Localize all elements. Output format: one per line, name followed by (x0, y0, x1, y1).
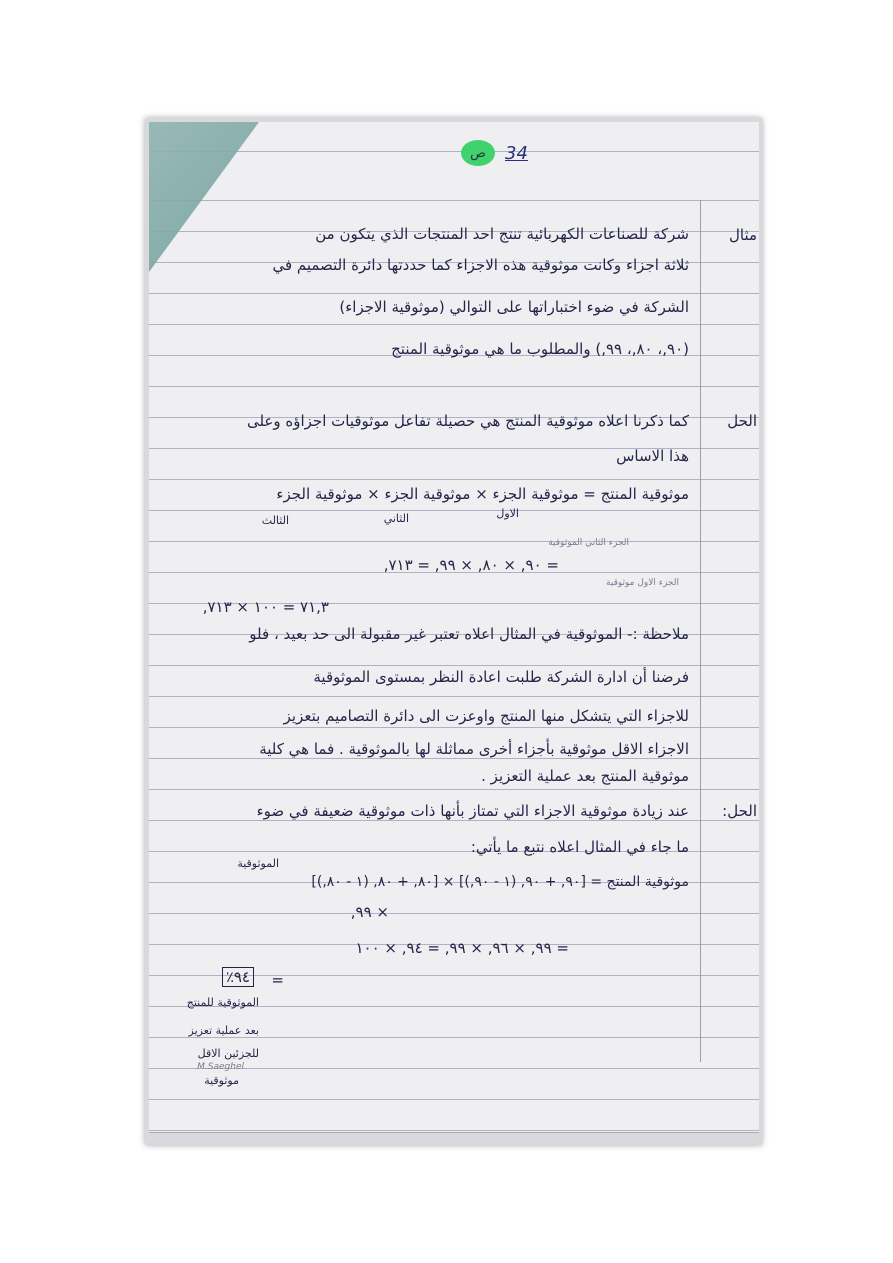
solution1-line-1: كما ذكرنا اعلاه موثوقية المنتج هي حصيلة تفاعل موثوقيات اجزاؤه وعلى (246, 412, 689, 430)
solution1-formula: موثوقية المنتج = موثوقية الجزء × موثوقية الجزء × موثوقية الجزء (276, 485, 689, 503)
signature: M.Saeghel (197, 1062, 244, 1072)
annotation-side: الجزء الاول موثوقية (606, 578, 679, 588)
label-example: مثال (728, 226, 757, 244)
solution2-formula: موثوقية المنتج = [٩٠, + ٩٠, (١ - ٩٠,)] × [٨٠, + ٨٠, (١ - ٨٠,)] (311, 874, 689, 890)
formula-sub-third: الثالث (261, 514, 289, 527)
result-box: ٩٤٪ (222, 967, 254, 987)
problem-line-2: ثلاثة اجزاء وكانت موثوقية هذه الاجزاء كما حددتها دائرة التصميم في (272, 256, 689, 274)
background-corner (149, 122, 259, 272)
page-marker: ص (461, 140, 495, 166)
solution1-line-2: هذا الاساس (616, 447, 689, 465)
note-line-5: موثوقية المنتج بعد عملية التعزيز . (481, 767, 689, 785)
label-solution-2: الحل: (722, 802, 757, 820)
solution2-result-eq: = (271, 971, 284, 989)
document-photo (145, 118, 762, 1145)
solution1-calc: = ٩٠, × ٨٠, × ٩٩, = ٧١٣, (383, 556, 559, 574)
conclusion-line-1: الموثوقية للمنتج (186, 996, 259, 1009)
solution2-result (222, 968, 254, 986)
solution2-line-2: ما جاء في المثال اعلاه نتبع ما يأتي: (470, 838, 689, 856)
solution1-percent: ٧١,٣ = ١٠٠ × ٧١٣, (202, 598, 329, 616)
page-number (461, 140, 528, 166)
solution2-calc: = ٩٩, × ٩٦, × ٩٩, = ٩٤, × ١٠٠ (355, 939, 569, 957)
problem-line-3: الشركة في ضوء اختباراتها على التوالي (موثوقية الاجزاء) (339, 298, 689, 316)
conclusion-line-3: للجزئين الاقل (197, 1047, 259, 1060)
annotation-top: الجزء الثاني الموثوقية (548, 538, 629, 548)
note-line-3: للاجزاء التي يتشكل منها المنتج واوعزت الى دائرة التصاميم بتعزيز (283, 707, 689, 725)
solution2-formula-annotation: الموثوقية (237, 857, 279, 870)
label-solution-1: الحل (727, 412, 757, 430)
conclusion-line-4: موثوقية (204, 1074, 239, 1087)
formula-sub-second: الثاني (383, 512, 409, 525)
problem-line-1: شركة للصناعات الكهربائية تنتج احد المنتجات الذي يتكون من (315, 225, 689, 243)
formula-sub-first: الاول (496, 507, 519, 520)
solution2-line-1: عند زيادة موثوقية الاجزاء التي تمتاز بأنها ذات موثوقية ضعيفة في ضوء (256, 802, 689, 820)
conclusion-line-2: بعد عملية تعزيز (188, 1024, 259, 1037)
page-number-value: 34 (505, 142, 528, 164)
note-line-4: الاجزاء الاقل موثوقية بأجزاء أخرى مماثلة لها بالموثوقية . فما هي كلية (259, 740, 689, 758)
note-line-2: فرضنا أن ادارة الشركة طلبت اعادة النظر بمستوى الموثوقية (313, 668, 689, 686)
solution2-formula-cont: × ٩٩, (350, 903, 389, 921)
margin-line (700, 200, 701, 1062)
problem-line-4: (٩٠,، ٨٠,، ٩٩,) والمطلوب ما هي موثوقية المنتج (391, 340, 689, 358)
notebook-page (149, 122, 759, 1133)
note-line-1: ملاحظة :- الموثوقية في المثال اعلاه تعتبر غير مقبولة الى حد بعيد ، فلو (249, 625, 689, 643)
